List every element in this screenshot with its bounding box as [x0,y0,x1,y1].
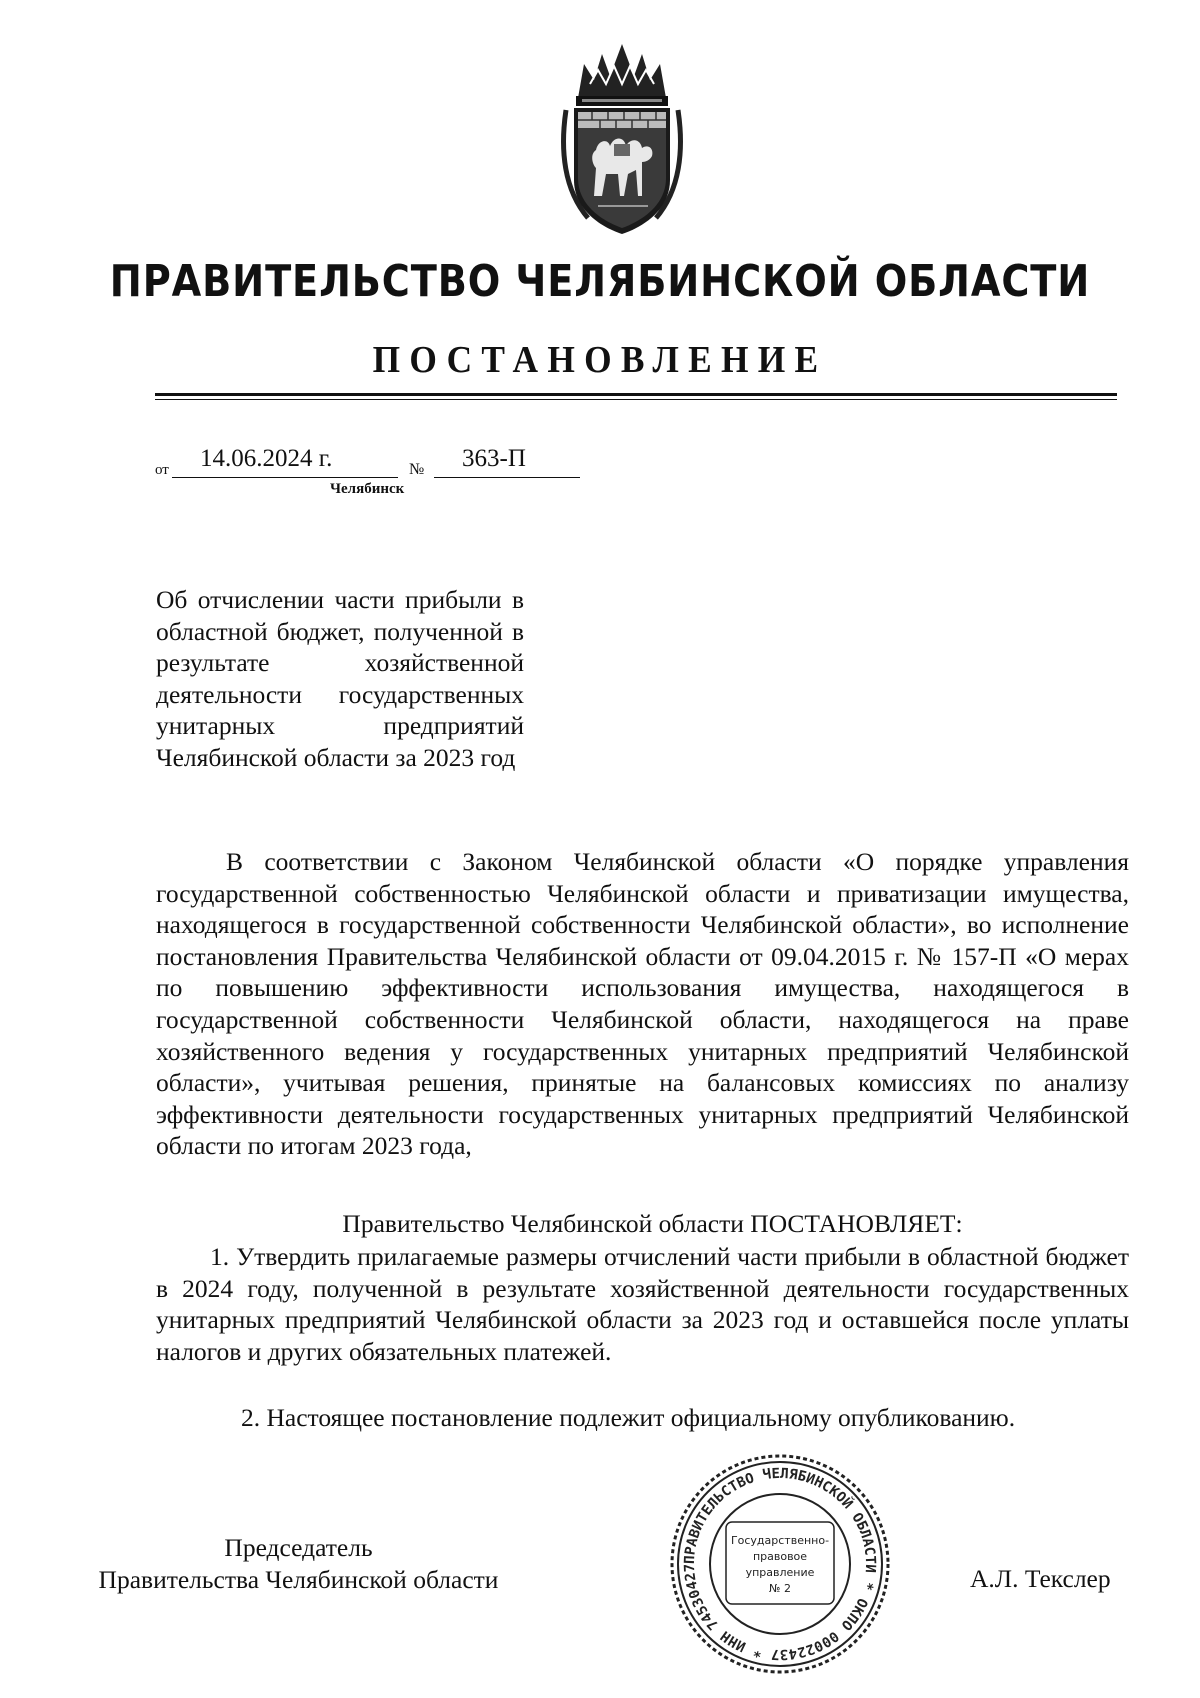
document-number: 363-П [462,445,526,472]
document-subject: Об отчислении части прибыли в областной бюджет, полученной в результате хозяйственной деятельности государственных унитарных предприятий Челябинской области за 2023 год [156,585,524,772]
date-prefix-label: от [155,462,169,478]
stamp-inner-line-2: правовое [752,1550,808,1563]
government-title: ПРАВИТЕЛЬСТВО ЧЕЛЯБИНСКОЙ ОБЛАСТИ [109,256,1091,307]
signatory-name: А.Л. Текслер [970,1564,1111,1593]
stamp-inner-line-4: № 2 [769,1582,791,1595]
header-rule-thick [155,393,1117,396]
stamp-outer-text: ПРАВИТЕЛЬСТВО ЧЕЛЯБИНСКОЙ ОБЛАСТИ * ОКПО 00022437 * ИНН 74530427 [681,1465,879,1663]
coat-of-arms-emblem [558,40,686,236]
header-rule-thin [155,399,1117,400]
document-date: 14.06.2024 г. [200,445,333,472]
city-label: Челябинск [330,481,405,497]
decree-statement: Правительство Челябинской области ПОСТАНОВЛЯЕТ: [342,1209,963,1238]
preamble-paragraph: В соответствии с Законом Челябинской области «О порядке управления государственной собственностью Челябинской области и приватизации имущества, находящегося в государственной собственности Челябинской области», во исполнение постановления Правительства Челябинской области от 09.04.2015 г. № 157-П «О мерах по повышению эффективности использования имущества, находящегося в государственной собственности Челябинской области, находящегося на праве хозяйственного ведения у государственных унитарных предприятий Челябинской области», учитывая решения, принятые на балансовых комиссиях по анализу эффективности деятельности государственных унитарных предприятий Челябинской области по итогам 2023 года, [156,847,1129,1161]
document-type-heading: ПОСТАНОВЛЕНИЕ [372,339,828,381]
stamp-inner-line-3: управление [745,1566,815,1579]
clause-2-paragraph: 2. Настоящее постановление подлежит официальному опубликованию. [241,1403,1016,1432]
date-underline [172,477,398,478]
round-stamp-icon [668,1452,892,1676]
stamp-inner-line-1: Государственно- [730,1534,830,1547]
signatory-role [0,1532,597,1596]
chelyabinsk-coat-of-arms-icon [558,40,686,236]
number-sign-label: № [409,461,425,478]
clause-1-paragraph: 1. Утвердить прилагаемые размеры отчислений части прибыли в областной бюджет в 2024 году, полученной в результате хозяйственной деятельности государственных унитарных предприятий Челябинской области за 2023 год и оставшейся после уплаты налогов и других обязательных платежей. [156,1242,1129,1366]
signatory-role-line-1: Председатель [224,1533,373,1562]
signatory-role-line-2: Правительства Челябинской области [98,1565,499,1594]
number-underline [434,477,580,478]
official-stamp [668,1452,892,1676]
